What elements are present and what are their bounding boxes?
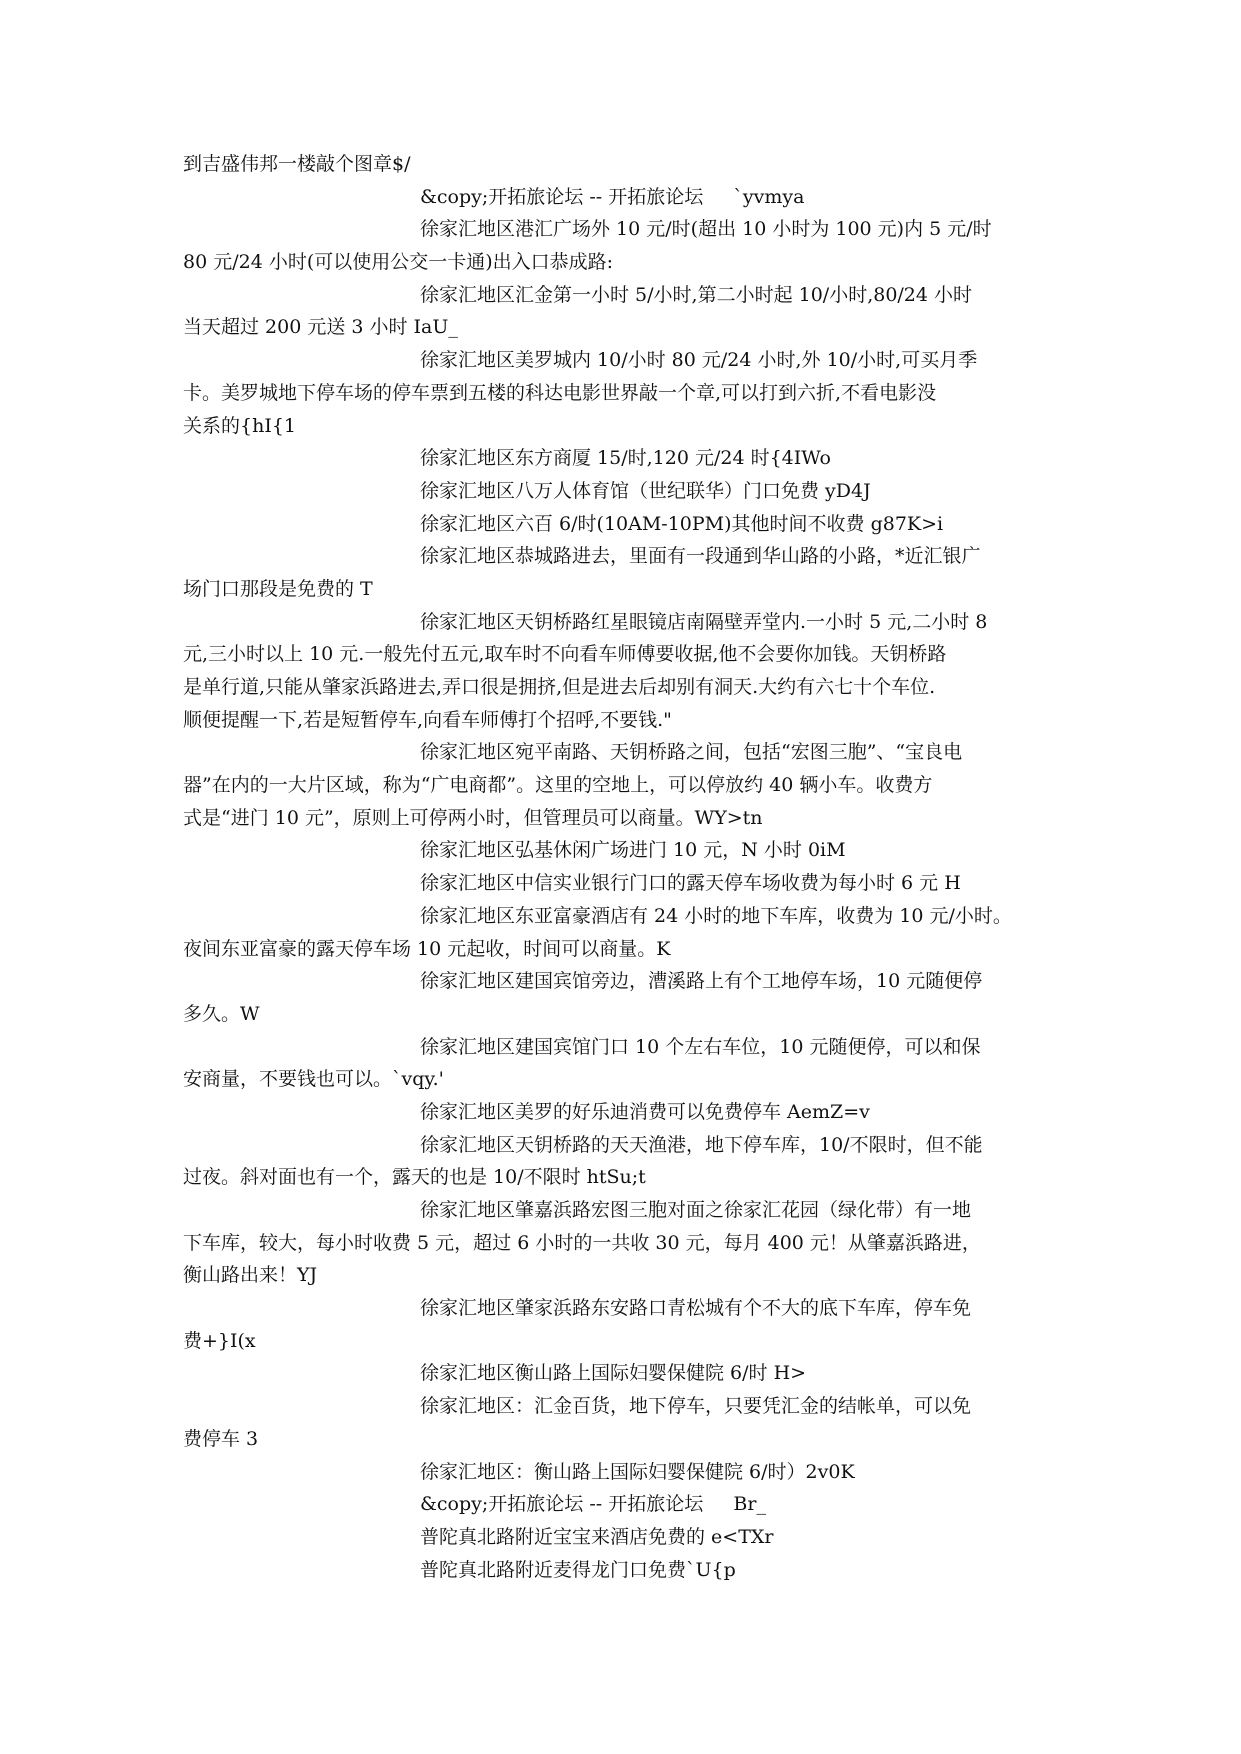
text-line: 徐家汇地区恭城路进去，里面有一段通到华山路的小路，*近汇银广 bbox=[420, 545, 981, 568]
text-line: 式是“进门 10 元”，原则上可停两小时，但管理员可以商量。WY>tn bbox=[183, 806, 763, 829]
text-line: 徐家汇地区汇金第一小时 5/小时,第二小时起 10/小时,80/24 小时 bbox=[420, 283, 973, 306]
text-line: 徐家汇地区肇嘉浜路宏图三胞对面之徐家汇花园（绿化带）有一地 bbox=[420, 1199, 972, 1221]
text-line: 卡。美罗城地下停车场的停车票到五楼的科达电影世界敲一个章,可以打到六折,不看电影没 bbox=[183, 381, 937, 404]
document-body bbox=[183, 148, 1083, 1586]
text-line: 顺便提醒一下,若是短暂停车,向看车师傅打个招呼,不要钱." bbox=[183, 708, 672, 731]
text-line: 徐家汇地区美罗城内 10/小时 80 元/24 小时,外 10/小时,可买月季 bbox=[420, 349, 978, 372]
text-line: 普陀真北路附近宝宝来酒店免费的 e<TXr bbox=[420, 1525, 774, 1548]
text-line: 徐家汇地区东方商厦 15/时,120 元/24 时{4IWo bbox=[420, 447, 831, 470]
text-line: 普陀真北路附近麦得龙门口免费`U{p bbox=[420, 1558, 736, 1581]
text-line: 80 元/24 小时(可以使用公交一卡通)出入口恭成路: bbox=[183, 251, 614, 274]
text-line: 徐家汇地区：衡山路上国际妇婴保健院 6/时）2v0K bbox=[420, 1460, 855, 1483]
text-line: &copy;开拓旅论坛 -- 开拓旅论坛 Br_ bbox=[420, 1493, 766, 1516]
text-line: 到吉盛伟邦一楼敲个图章$/ bbox=[183, 153, 411, 175]
text-line: 安商量，不要钱也可以。`vqy.' bbox=[183, 1068, 444, 1091]
text-line: 多久。W bbox=[183, 1002, 260, 1025]
text-line: 徐家汇地区六百 6/时(10AM-10PM)其他时间不收费 g87K>i bbox=[420, 512, 944, 535]
text-line: 徐家汇地区肇家浜路东安路口青松城有个不大的底下车库，停车免 bbox=[420, 1297, 972, 1320]
text-line: 徐家汇地区天钥桥路的天天渔港，地下停车库，10/不限时，但不能 bbox=[420, 1133, 983, 1156]
text-line: 徐家汇地区八万人体育馆（世纪联华）门口免费 yD4J bbox=[420, 479, 871, 502]
text-line: 元,三小时以上 10 元.一般先付五元,取车时不向看车师傅要收据,他不会要你加钱。天钥桥路 bbox=[183, 643, 947, 666]
text-line: 徐家汇地区天钥桥路红星眼镜店南隔壁弄堂内.一小时 5 元,二小时 8 bbox=[420, 610, 988, 633]
text-line: 下车库，较大，每小时收费 5 元，超过 6 小时的一共收 30 元，每月 400 元！从肇嘉浜路进， bbox=[183, 1231, 981, 1254]
text-line: 衡山路出来！YJ bbox=[183, 1264, 318, 1287]
text-line: 过夜。斜对面也有一个，露天的也是 10/不限时 htSu;t bbox=[183, 1166, 646, 1189]
text-line: 徐家汇地区衡山路上国际妇婴保健院 6/时 H> bbox=[420, 1362, 807, 1385]
text-line: 徐家汇地区东亚富豪酒店有 24 小时的地下车库，收费为 10 元/小时。 bbox=[420, 904, 1012, 927]
text-line: 徐家汇地区建国宾馆旁边，漕溪路上有个工地停车场，10 元随便停 bbox=[420, 970, 983, 993]
text-line: 徐家汇地区：汇金百货，地下停车，只要凭汇金的结帐单，可以免 bbox=[420, 1395, 972, 1418]
text-line: 器”在内的一大片区域，称为“广电商都”。这里的空地上，可以停放约 40 辆小车。收费方 bbox=[183, 774, 933, 797]
text-line: 夜间东亚富豪的露天停车场 10 元起收，时间可以商量。K bbox=[183, 937, 671, 960]
text-line: 徐家汇地区港汇广场外 10 元/时(超出 10 小时为 100 元)内 5 元/时 bbox=[420, 218, 992, 241]
text-line: 徐家汇地区宛平南路、天钥桥路之间，包括“宏图三胞”、“宝良电 bbox=[420, 741, 963, 764]
text-line: 徐家汇地区中信实业银行门口的露天停车场收费为每小时 6 元 H bbox=[420, 872, 961, 895]
text-line: 当天超过 200 元送 3 小时 IaU_ bbox=[183, 316, 458, 339]
text-line: 费+}I(x bbox=[183, 1329, 256, 1352]
text-line: 徐家汇地区弘基休闲广场进门 10 元，N 小时 0iM bbox=[420, 839, 846, 862]
text-line: 费停车 3 bbox=[183, 1427, 259, 1450]
text-line: 是单行道,只能从肇家浜路进去,弄口很是拥挤,但是进去后却别有洞天.大约有六七十个车位. bbox=[183, 676, 936, 698]
text-line: 徐家汇地区建国宾馆门口 10 个左右车位，10 元随便停，可以和保 bbox=[420, 1035, 981, 1058]
text-line: &copy;开拓旅论坛 -- 开拓旅论坛 `yvmya bbox=[420, 185, 805, 208]
text-line: 关系的{hI{1 bbox=[183, 414, 297, 437]
text-line: 徐家汇地区美罗的好乐迪消费可以免费停车 AemZ=v bbox=[420, 1100, 870, 1123]
text-line: 场门口那段是免费的 T bbox=[183, 577, 373, 600]
